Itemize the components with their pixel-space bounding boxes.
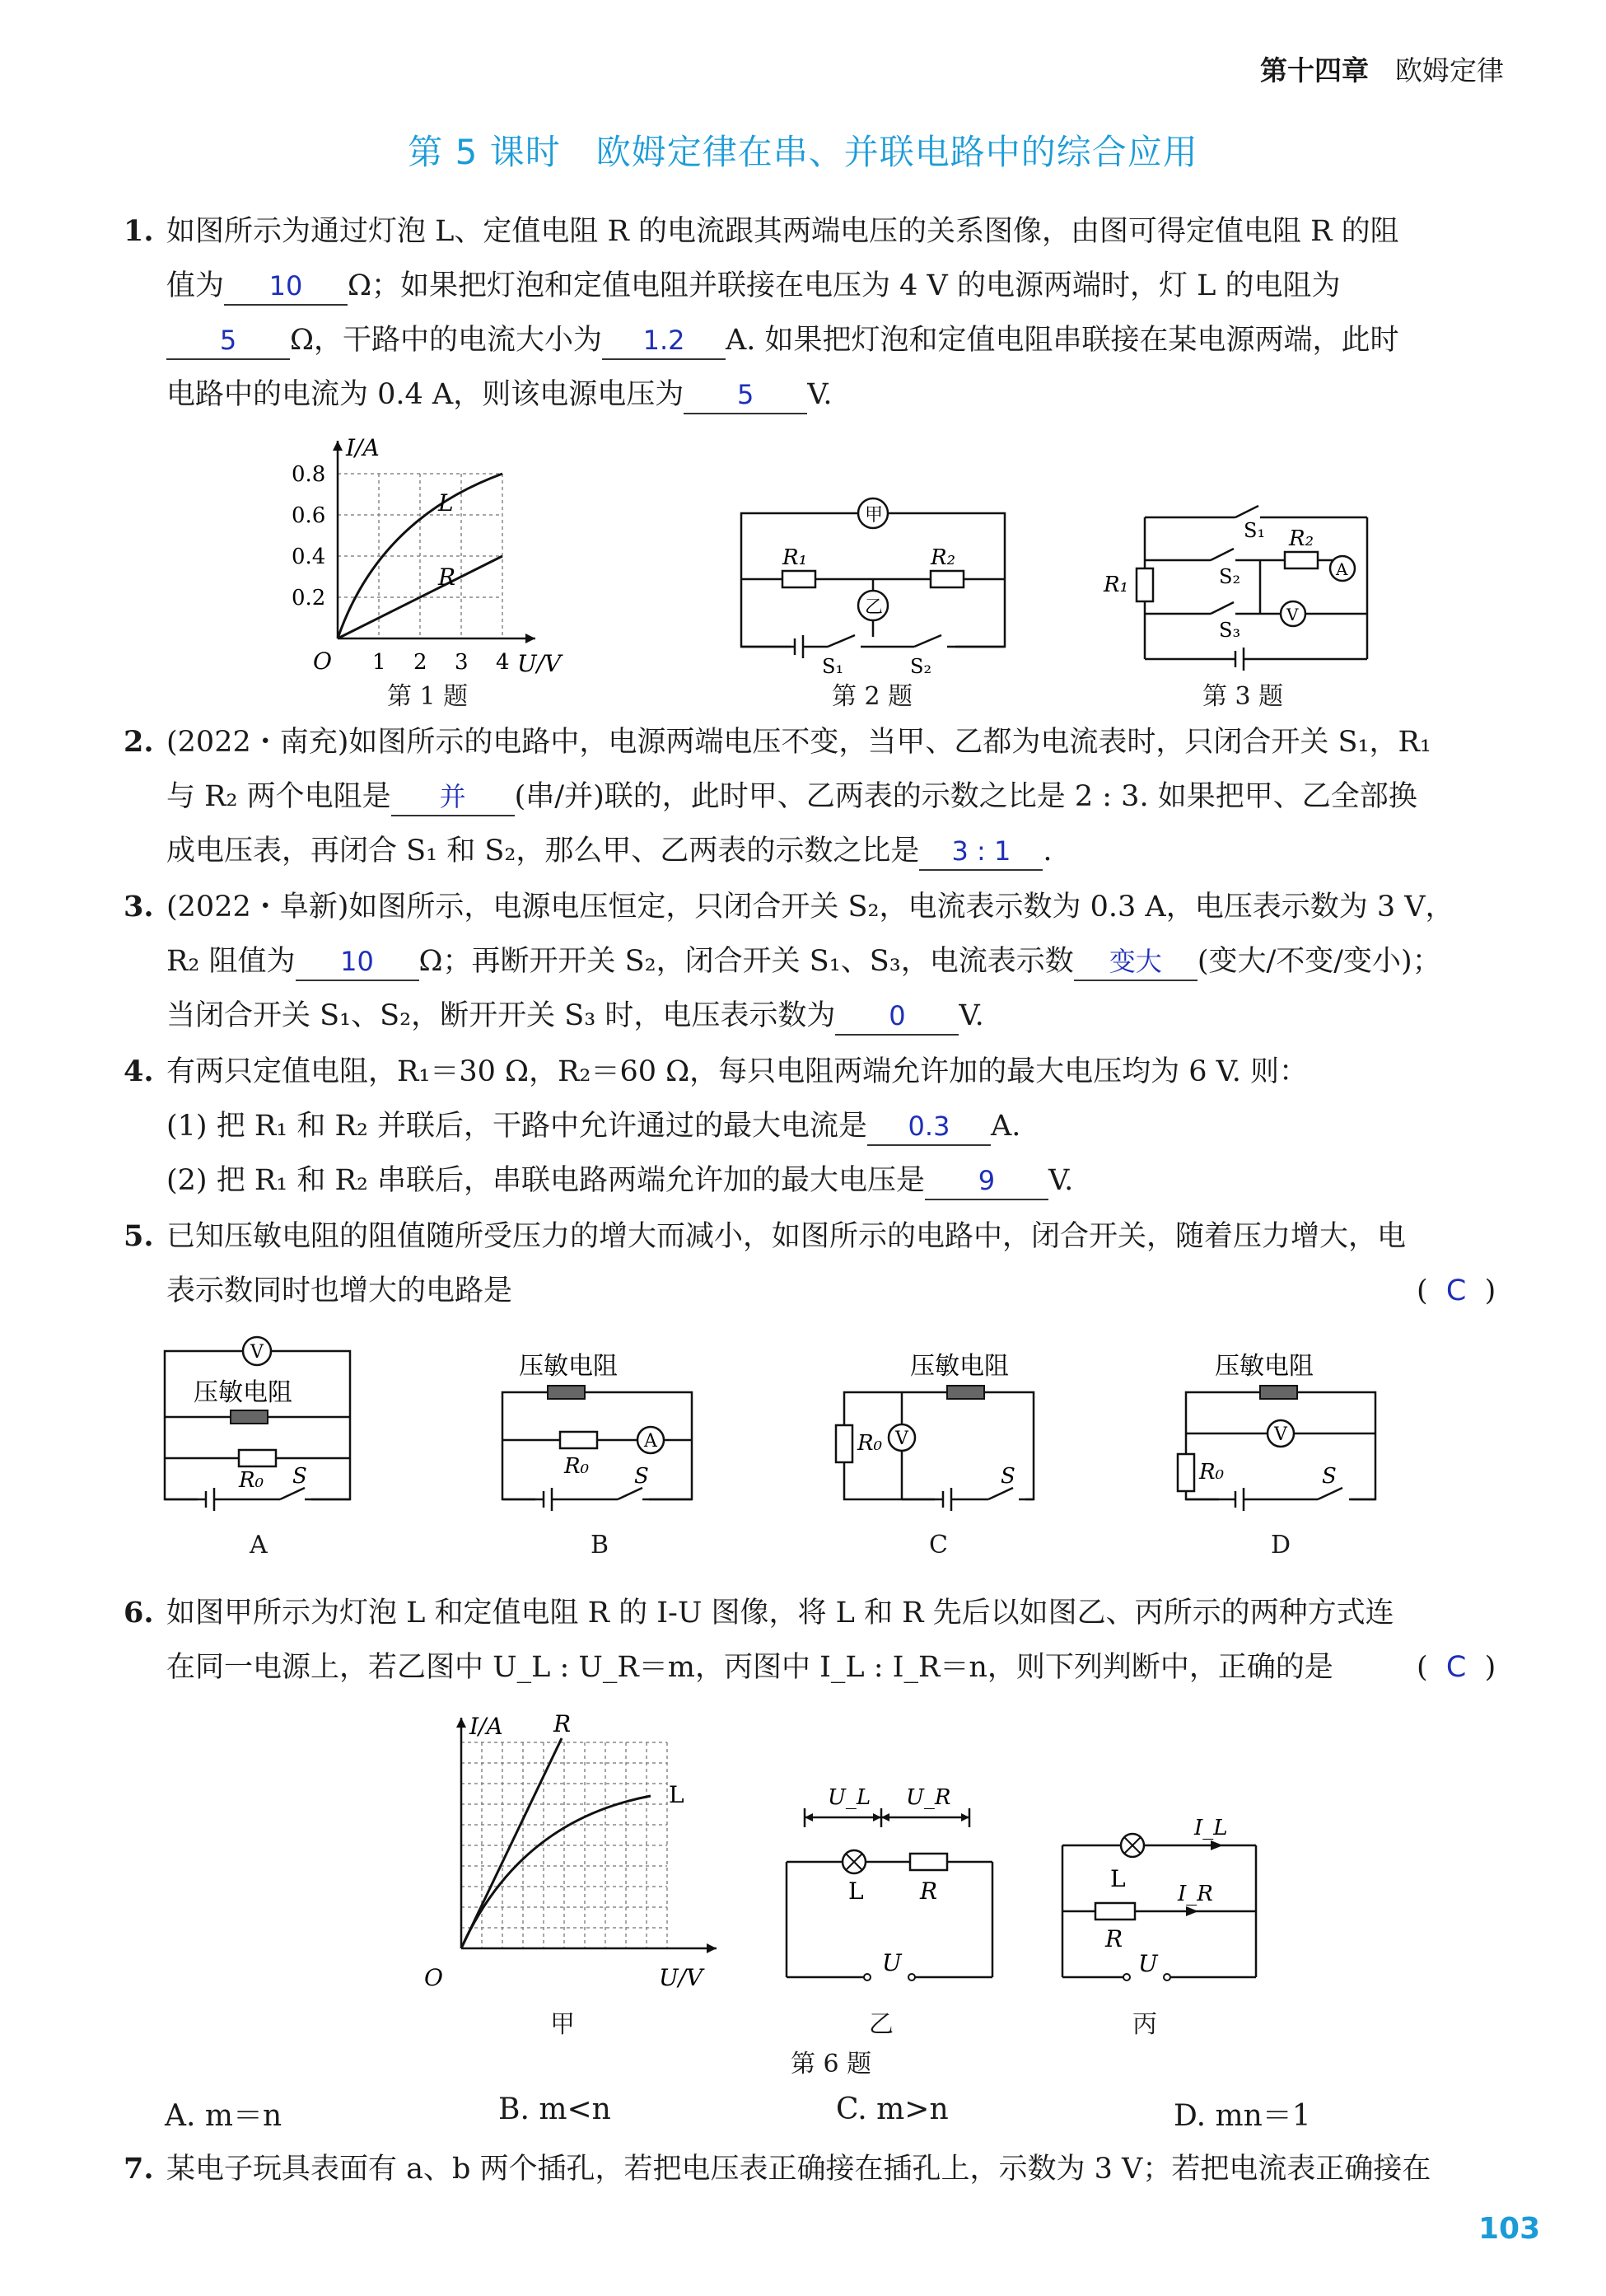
question-text: (变大/不变/变小)； [1197, 945, 1441, 978]
meter-label: V [895, 1429, 908, 1449]
question-text: R₂ 阻值为 [166, 945, 296, 978]
figure-6-bing [1046, 1800, 1277, 1998]
figure-6-yi [770, 1788, 1009, 1998]
question-text: Ω；如果把灯泡和定值电阻并联接在电压为 4 V 的电源两端时，灯 L 的电阻为 [348, 269, 1341, 302]
curve-R-label: R [438, 563, 456, 591]
question-text: V. [959, 999, 984, 1032]
answer-value: C [1445, 1274, 1467, 1307]
answer-blank[interactable]: 0.3 [867, 1108, 991, 1146]
option-label: A [250, 1531, 268, 1560]
answer-blank[interactable]: 10 [296, 943, 419, 981]
x-axis-label: U/V [659, 1964, 703, 1991]
sensor-label: 压敏电阻 [1215, 1352, 1314, 1381]
ur-label: U_R [906, 1788, 951, 1810]
y-axis-label: I/A [469, 1713, 503, 1740]
question-text: 如图所示为通过灯泡 L、定值电阻 R 的电流跟其两端电压的关系图像，由图可得定值电阻 R 的阻 [166, 215, 1399, 248]
option-label: D [1271, 1531, 1291, 1560]
question-number: 6. [124, 1596, 154, 1630]
figure-1-graph [288, 428, 585, 676]
r1-label: R₁ [782, 545, 807, 570]
curve-R-label: R [553, 1710, 572, 1737]
page-header [1260, 49, 1504, 88]
chapter-topic: 欧姆定律 [1395, 54, 1504, 87]
option-b[interactable]: B. m<n [498, 2093, 611, 2126]
figure-caption: 丙 [1132, 2010, 1157, 2039]
answer-blank[interactable]: 0 [835, 998, 959, 1036]
question-text: (2) 把 R₁ 和 R₂ 串联后，串联电路两端允许加的最大电压是 [166, 1164, 925, 1197]
lamp-label: L [848, 1877, 864, 1905]
figure-6-graph [412, 1705, 733, 2002]
circuit-b [494, 1343, 708, 1520]
curve-L [461, 1796, 651, 1948]
switch-label: S [634, 1464, 649, 1489]
figure-2-circuit [725, 482, 1021, 676]
s1-label: S₁ [1244, 519, 1266, 542]
question-text: A. [990, 1110, 1021, 1143]
meter-label: V [250, 1342, 264, 1363]
s2-label: S₂ [1219, 565, 1241, 588]
r0-label: R₀ [1199, 1460, 1224, 1485]
x-tick: 3 [455, 650, 469, 675]
question-text: 在同一电源上，若乙图中 U_L : U_R＝m，丙图中 I_L : I_R＝n，则下列判断中，正确的是 [166, 1651, 1333, 1684]
curve-L-label: L [669, 1781, 684, 1808]
question-text: 表示数同时也增大的电路是 [166, 1274, 513, 1307]
figure-3-circuit [1095, 494, 1400, 671]
r1-label: R₁ [1104, 573, 1128, 597]
x-tick: 2 [413, 650, 427, 675]
question-number: 7. [124, 2152, 154, 2186]
answer-blank[interactable]: 5 [684, 376, 807, 414]
question-text: 电路中的电流为 0.4 A，则该电源电压为 [166, 378, 684, 411]
circuit-a [156, 1326, 362, 1520]
voltage-label: U [882, 1949, 902, 1976]
s3-label: S₃ [1219, 619, 1241, 642]
answer-blank[interactable]: 1.2 [602, 322, 726, 360]
question-text: 值为 [166, 269, 225, 302]
voltage-label: U [1138, 1950, 1158, 1977]
answer-value: C [1445, 1651, 1467, 1684]
option-label: B [591, 1531, 609, 1560]
option-a[interactable]: A. m＝n [165, 2099, 282, 2133]
question-number: 1. [124, 214, 154, 248]
answer-choice: ( C ) [1417, 1651, 1496, 1684]
answer-choice: ( C ) [1417, 1274, 1496, 1307]
meter-label: A [644, 1431, 657, 1452]
answer-blank[interactable]: 10 [224, 268, 348, 306]
sensor-label: 压敏电阻 [519, 1352, 618, 1381]
option-label: C [929, 1531, 948, 1560]
sensor-label: 压敏电阻 [910, 1352, 1009, 1381]
page-number: 103 [1478, 2212, 1541, 2246]
ul-label: U_L [828, 1788, 871, 1810]
option-c[interactable]: C. m>n [836, 2093, 949, 2126]
ammeter-label: A [1336, 559, 1348, 579]
question-number: 2. [124, 725, 154, 759]
curve-L-label: L [438, 489, 454, 517]
question-text: Ω，干路中的电流大小为 [290, 324, 603, 357]
circuit-d [1169, 1343, 1392, 1520]
meter-label: V [1274, 1424, 1287, 1445]
voltmeter-label: V [1286, 605, 1299, 624]
r0-label: R₀ [239, 1468, 264, 1493]
option-d[interactable]: D. mn＝1 [1174, 2099, 1311, 2133]
question-text: V. [807, 378, 833, 411]
question-text: . [1043, 835, 1053, 867]
ir-label: I_R [1178, 1882, 1213, 1906]
question-number: 3. [124, 890, 154, 924]
circuit-c [828, 1343, 1050, 1520]
answer-blank[interactable]: 变大 [1074, 943, 1197, 981]
question-text: (2022・南充)如图所示的电路中，电源两端电压不变，当甲、乙都为电流表时，只闭合开关 S₁，R₁ [166, 726, 1431, 759]
origin-label: O [313, 648, 332, 675]
figure-caption: 甲 [550, 2010, 575, 2039]
switch-label: S [292, 1464, 307, 1489]
x-axis-label: U/V [517, 650, 562, 676]
lesson-title: 第 5 课时 欧姆定律在串、并联电路中的综合应用 [408, 132, 1198, 172]
question-text: 当闭合开关 S₁、S₂，断开开关 S₃ 时，电压表示数为 [166, 999, 836, 1032]
answer-blank[interactable]: 5 [166, 322, 290, 360]
figure-caption: 第 3 题 [1202, 682, 1284, 711]
switch-label: S [1001, 1464, 1015, 1489]
figure-caption: 第 1 题 [387, 682, 469, 711]
question-text: 有两只定值电阻，R₁＝30 Ω，R₂＝60 Ω，每只电阻两端允许加的最大电压均为 6 V. 则： [166, 1055, 1309, 1088]
y-tick: 0.8 [292, 462, 326, 487]
question-text: 如图甲所示为灯泡 L 和定值电阻 R 的 I-U 图像，将 L 和 R 先后以如图乙、丙所示的两种方式连 [166, 1597, 1394, 1630]
chapter-label: 第十四章 [1260, 54, 1369, 87]
resistor-label: R [920, 1877, 938, 1905]
figure-group-caption: 第 6 题 [791, 2050, 872, 2079]
question-number: 4. [124, 1054, 154, 1088]
x-tick: 1 [372, 650, 386, 675]
lamp-label: L [1110, 1865, 1126, 1892]
r0-label: R₀ [564, 1454, 589, 1479]
r2-label: R₂ [1289, 526, 1314, 551]
meter-yi: 乙 [865, 597, 884, 618]
il-label: I_L [1194, 1816, 1228, 1840]
answer-blank[interactable]: 3 : 1 [919, 833, 1043, 871]
answer-blank[interactable]: 并 [391, 779, 515, 816]
y-axis-label: I/A [346, 434, 380, 461]
r0-label: R₀ [857, 1431, 882, 1456]
answer-blank[interactable]: 9 [925, 1162, 1048, 1200]
question-text: 已知压敏电阻的阻值随所受压力的增大而减小，如图所示的电路中，闭合开关，随着压力增大，电 [166, 1220, 1407, 1253]
r2-label: R₂ [931, 545, 955, 570]
y-tick: 0.6 [292, 503, 326, 528]
question-text: (串/并)联的，此时甲、乙两表的示数之比是 2 : 3. 如果把甲、乙全部换 [514, 780, 1417, 813]
figure-caption: 乙 [869, 2010, 894, 2039]
figure-caption: 第 2 题 [832, 682, 913, 711]
meter-jia: 甲 [865, 505, 884, 526]
y-tick: 0.4 [292, 545, 326, 569]
switch-label: S [1322, 1464, 1337, 1489]
s2-label: S₂ [910, 655, 932, 676]
question-text: (1) 把 R₁ 和 R₂ 并联后，干路中允许通过的最大电流是 [166, 1110, 867, 1143]
sensor-label: 压敏电阻 [194, 1378, 292, 1407]
question-text: (2022・阜新)如图所示，电源电压恒定，只闭合开关 S₂，电流表示数为 0.3 A，电压表示数为 3 V， [166, 891, 1454, 924]
question-text: A. 如果把灯泡和定值电阻串联接在某电源两端，此时 [726, 324, 1399, 357]
question-text: 成电压表，再闭合 S₁ 和 S₂，那么甲、乙两表的示数之比是 [166, 835, 920, 867]
origin-label: O [424, 1964, 443, 1991]
question-number: 5. [124, 1219, 154, 1253]
question-text: 某电子玩具表面有 a、b 两个插孔，若把电压表正确接在插孔上，示数为 3 V；若把电流表正确接在 [166, 2153, 1431, 2186]
s1-label: S₁ [822, 655, 844, 676]
x-tick: 4 [496, 650, 510, 675]
question-text: V. [1048, 1164, 1074, 1197]
resistor-label: R [1105, 1925, 1123, 1952]
question-text: 与 R₂ 两个电阻是 [166, 780, 391, 813]
question-text: Ω；再断开开关 S₂，闭合开关 S₁、S₃，电流表示数 [418, 945, 1074, 978]
y-tick: 0.2 [292, 586, 326, 610]
